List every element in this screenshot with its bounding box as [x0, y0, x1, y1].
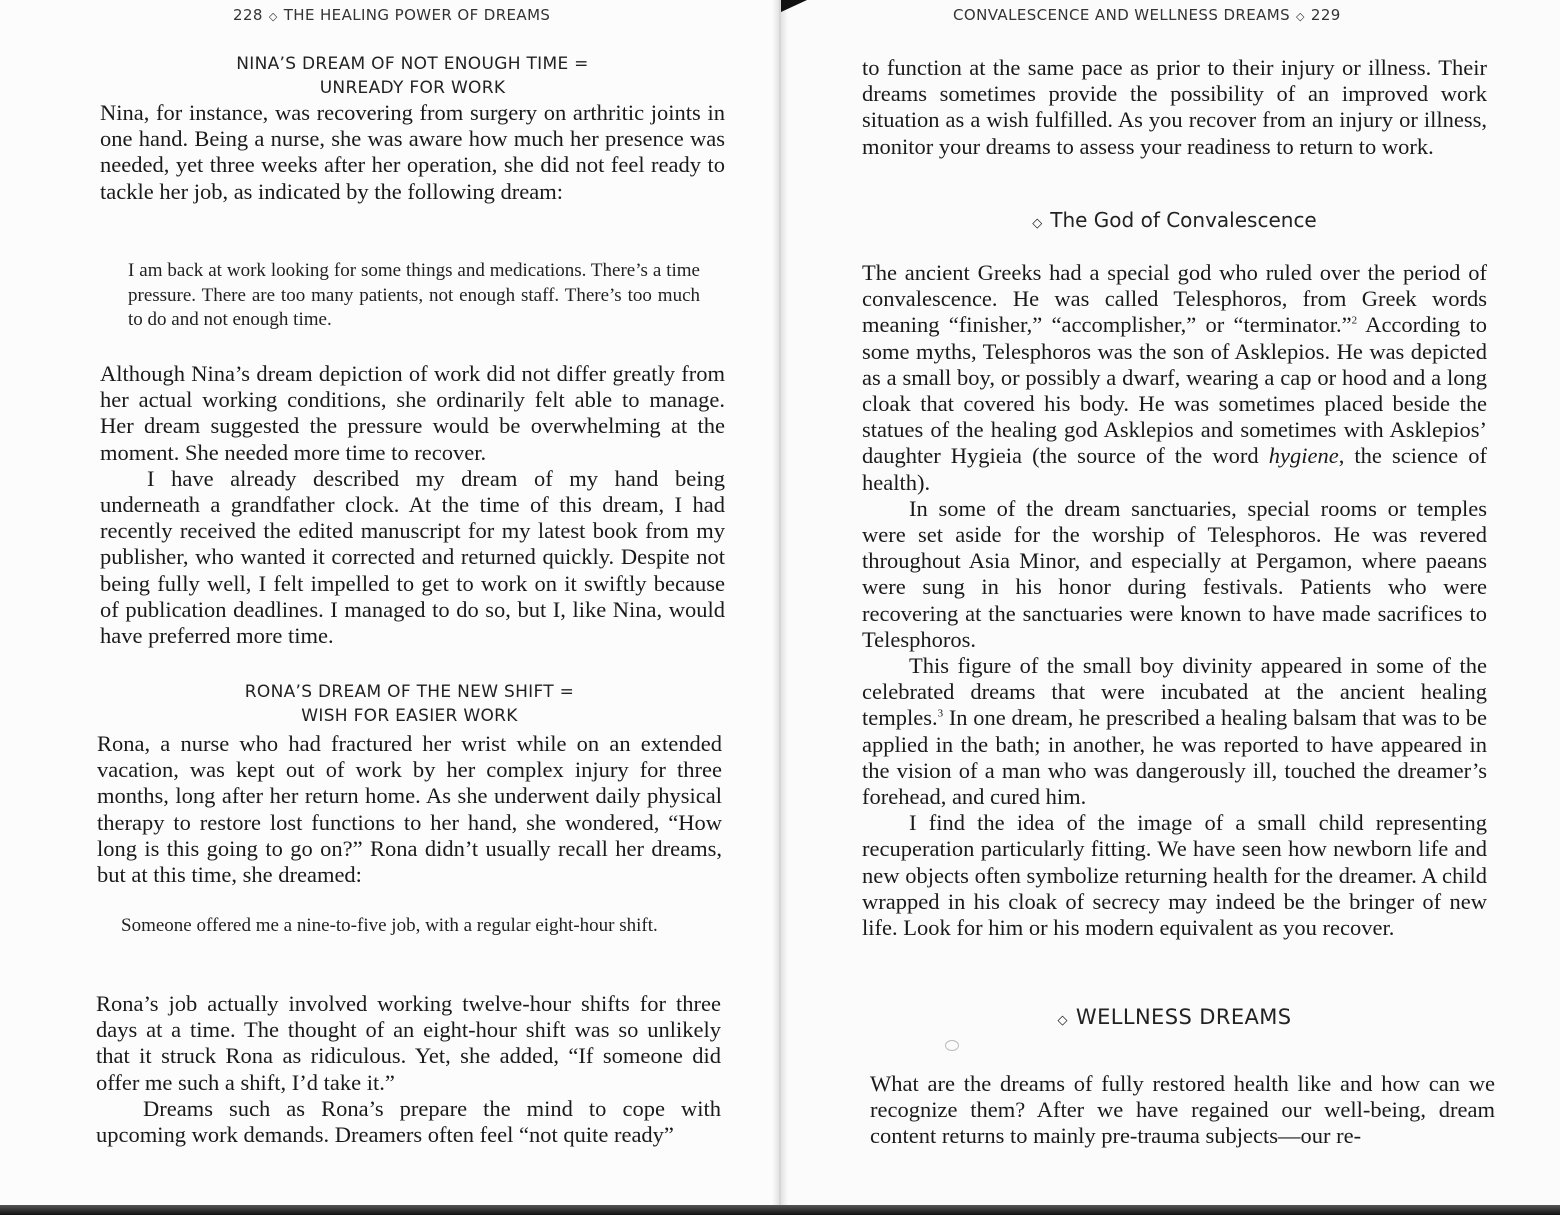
diamond-ornament-icon: ◇: [1296, 10, 1305, 23]
paragraph-rona-analysis: Rona’s job actually involved working twelve-hour shifts for three days at a time. The thought of an eight-hour shift was so unlikely that it struck Rona as ridiculous. Yet, she added, “If someone did offer me such a shift, I’d take it.”: [96, 991, 721, 1095]
section-heading-god: [862, 208, 1487, 232]
paragraph-work-wish: to function at the same pace as prior to their injury or illness. Their dreams sometimes provide the possibility of an improved work situation as a wish fulfilled. As you recover from an injury or illness, monitor your dreams to assess your readiness to return to work.: [862, 55, 1487, 159]
footnote-marker-2: 2: [1351, 314, 1358, 327]
diamond-ornament-icon: ◇: [1057, 1013, 1068, 1028]
section-heading-wellness: [862, 1005, 1487, 1029]
subhead-nina-line2: UNREADY FOR WORK: [319, 78, 506, 98]
paragraph-nina-intro: Nina, for instance, was recovering from surgery on arthritic joints in one hand. Being a nurse, she was aware how much her presence was needed, yet three weeks after her operation, she did not feel ready to tackle her job, as indicated by the following dream:: [100, 100, 725, 204]
left-block-3: [97, 731, 722, 888]
paragraph-rona-intro: Rona, a nurse who had fractured her wrist while on an extended vacation, was kept out of work by her complex injury for three months, long after her return home. As she underwent daily physical therapy to restore lost functions to her hand, she wondered, “How long is this going to go on?” Rona didn’t usually recall her dreams, but at this time, she dreamed:: [97, 731, 722, 888]
dream-quote-nina: I am back at work looking for some things and medications. There’s a time pressure. There are too many patients, not enough staff. There’s too much to do and not enough time.: [128, 260, 700, 330]
telesphoros-text-a: The ancient Greeks had a special god who ruled over the period of convalescence. He was called Telesphoros, from Greek words meaning “finisher,” “accomplisher,” or “terminator.”: [862, 260, 1487, 338]
left-block-4: [96, 991, 721, 1148]
telesphoros-text-c: , the science of health).: [862, 443, 1487, 495]
diamond-ornament-icon: ◇: [1032, 216, 1043, 231]
paragraph-small-boy: [862, 653, 1487, 810]
dream-quote-rona: Someone offered me a nine-to-five job, with a regular eight-hour shift.: [121, 915, 658, 936]
left-running-head: [233, 6, 550, 24]
small-boy-text-a: This figure of the small boy divinity appeared in some of the celebrated dreams that were incubated at the ancient healing temples.: [862, 653, 1487, 731]
hygiene-term: hygiene: [1268, 443, 1339, 469]
paragraph-child-symbol: I find the idea of the image of a small child representing recuperation particularly fitting. We have seen how newborn life and new objects often symbolize returning health for the dreamer. A child wrapped in his cloak of secrecy may indeed be the bringer of new life. Look for him or his modern equivalent as you recover.: [862, 810, 1487, 941]
subhead-nina-line1: NINA’S DREAM OF NOT ENOUGH TIME =: [236, 54, 589, 74]
right-page-number: 229: [1310, 6, 1341, 24]
subhead-rona: [97, 680, 722, 728]
right-block-3: [870, 1071, 1495, 1150]
section-title-god: The God of Convalescence: [1050, 208, 1317, 232]
right-block-2: [862, 260, 1487, 941]
scan-bottom-edge: [0, 1205, 1560, 1215]
left-block-1: [100, 100, 725, 205]
right-page: [780, 0, 1560, 1215]
paragraph-author-clock: I have already described my dream of my hand being underneath a grandfather clock. At the time of this dream, I had recently received the edited manuscript for my latest book from my publisher, who wanted it corrected and returned quickly. Despite not being fully well, I felt impelled to get to work on it swiftly because of publication deadlines. I managed to do so, but I, like Nina, would have preferred more time.: [100, 465, 725, 649]
paper-speck: [945, 1040, 959, 1051]
paragraph-rona-conclusion: Dreams such as Rona’s prepare the mind to cope with upcoming work demands. Dreamers often feel “not quite ready”: [96, 1095, 721, 1148]
section-title-wellness: WELLNESS DREAMS: [1075, 1005, 1292, 1029]
footnote-marker-3: 3: [937, 707, 944, 720]
paragraph-telesphoros: [862, 260, 1487, 496]
subhead-rona-line2: WISH FOR EASIER WORK: [301, 706, 518, 726]
right-block-1: [862, 55, 1487, 160]
left-running-title: THE HEALING POWER OF DREAMS: [283, 6, 551, 24]
left-block-2: [100, 361, 725, 649]
paragraph-nina-analysis: Although Nina’s dream depiction of work did not differ greatly from her actual working conditions, she ordinarily felt able to manage. Her dream suggested the pressure would be overwhelming at the moment. She needed more time to recover.: [100, 361, 725, 465]
book-gutter: [772, 0, 788, 1215]
right-running-title: CONVALESCENCE AND WELLNESS DREAMS: [953, 6, 1291, 24]
right-running-head: [953, 6, 1341, 24]
paragraph-sanctuaries: In some of the dream sanctuaries, special rooms or temples were set aside for the worship of Telesphoros. He was revered throughout Asia Minor, and especially at Pergamon, where paeans were sung in his honor during festivals. Patients who were recovering at the sanctuaries were known to have made sacrifices to Telesphoros.: [862, 495, 1487, 652]
left-page-number: 228: [233, 6, 263, 24]
paragraph-wellness-intro: What are the dreams of fully restored health like and how can we recognize them? After we have regained our well-being, dream content returns to mainly pre-trauma subjects—our re-: [870, 1071, 1495, 1149]
subhead-nina: [100, 52, 725, 100]
telesphoros-text-b: According to some myths, Telesphoros was the son of Asklepios. He was depicted as a small boy, or possibly a dwarf, wearing a cap or hood and a long cloak that covered his body. He was sometimes placed beside the statues of the healing god Asklepios and sometimes with Asklepios’ daughter Hygieia (the source of the word: [862, 312, 1487, 469]
subhead-rona-line1: RONA’S DREAM OF THE NEW SHIFT =: [244, 682, 575, 702]
small-boy-text-b: In one dream, he prescribed a healing balsam that was to be applied in the bath; in another, he was reported to have appeared in the vision of a man who was dangerously ill, touched the dreamer’s forehead, and cured him.: [862, 705, 1487, 810]
diamond-ornament-icon: ◇: [268, 10, 278, 23]
